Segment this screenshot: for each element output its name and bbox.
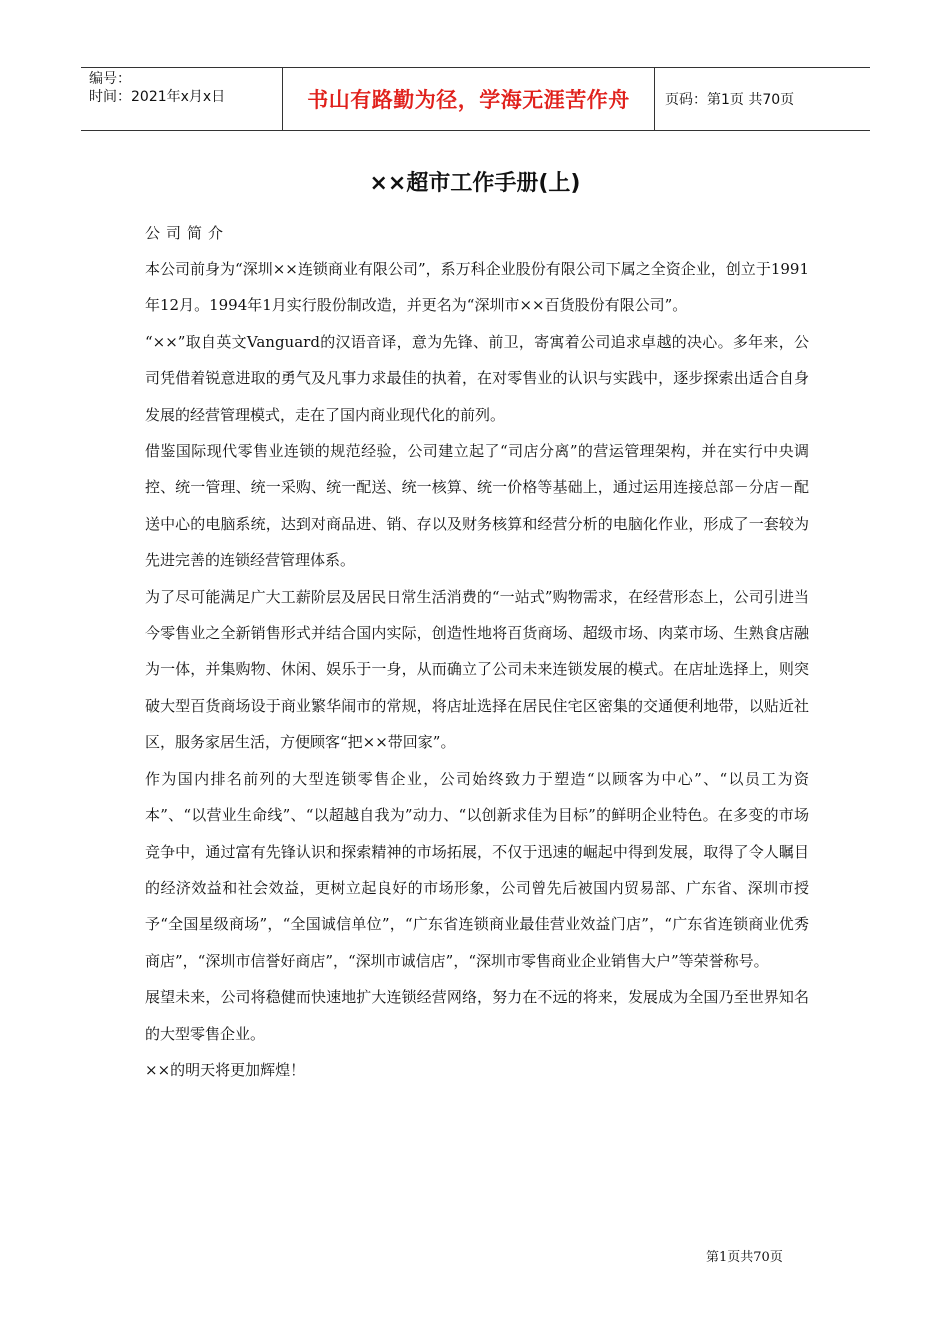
paragraph: 展望未来，公司将稳健而快速地扩大连锁经营网络，努力在不远的将来，发展成为全国乃至世界知名的大型零售企业。 (145, 988, 809, 1043)
document-number: 编号： (89, 71, 131, 87)
header-meta (81, 68, 282, 130)
paragraph: ××的明天将更加辉煌！ (145, 1060, 306, 1079)
document-title: ××超市工作手册(上) (369, 171, 581, 196)
paragraph: 借鉴国际现代零售业连锁的规范经验，公司建立起了“司店分离”的营运管理架构，并在实行中央调控、统一管理、统一采购、统一配送、统一核算、统一价格等基础上，通过运用连接总部－分店－配送中心的电脑系统，达到对商品进、销、存以及财务核算和经营分析的电脑化作业，形成了一套较为先进完善的连锁经营管理体系。 (145, 442, 809, 570)
paragraph: 为了尽可能满足广大工薪阶层及居民日常生活消费的“一站式”购物需求，在经营形态上，公司引进当今零售业之全新销售形式并结合国内实际，创造性地将百货商场、超级市场、肉菜市场、生熟食店融为一体，并集购物、休闲、娱乐于一身，从而确立了公司未来连锁发展的模式。在店址选择上，则突破大型百货商场设于商业繁华闹市的常规，将店址选择在居民住宅区密集的交通便利地带，以贴近社区，服务家居生活，方便顾客“把××带回家”。 (145, 587, 809, 752)
document-body (145, 251, 809, 1088)
section-heading: 公司简介 (145, 224, 230, 242)
header-motto: 书山有路勤为径，学海无涯苦作舟 (282, 68, 655, 130)
document-date: 时间：2021年x月x日 (89, 89, 226, 105)
paragraph: 本公司前身为“深圳××连锁商业有限公司”，系万科企业股份有限公司下属之全资企业，创立于1991年12月。1994年1月实行股份制改造，并更名为“深圳市××百货股份有限公司”。 (145, 260, 809, 315)
paragraph: “××”取自英文Vanguard的汉语音译，意为先锋、前卫，寄寓着公司追求卓越的决心。多年来，公司凭借着锐意进取的勇气及凡事力求最佳的执着，在对零售业的认识与实践中，逐步探索出适合自身发展的经营管理模式，走在了国内商业现代化的前列。 (145, 332, 809, 424)
header-page-info: 页码：第1页 共70页 (665, 92, 795, 108)
page-header (81, 67, 870, 131)
footer-page-number: 第1页共70页 (706, 1250, 783, 1265)
paragraph: 作为国内排名前列的大型连锁零售企业，公司始终致力于塑造“以顾客为中心”、“以员工为资本”、“以营业生命线”、“以超越自我为”动力、“以创新求佳为目标”的鲜明企业特色。在多变的市场竞争中，通过富有先锋认识和探索精神的市场拓展，不仅于迅速的崛起中得到发展，取得了令人瞩目的经济效益和社会效益，更树立起良好的市场形象，公司曾先后被国内贸易部、广东省、深圳市授予“全国星级商场”，“全国诚信单位”，“广东省连锁商业最佳营业效益门店”，“广东省连锁商业优秀商店”，“深圳市信誉好商店”，“深圳市诚信店”，“深圳市零售商业企业销售大户”等荣誉称号。 (145, 769, 809, 970)
